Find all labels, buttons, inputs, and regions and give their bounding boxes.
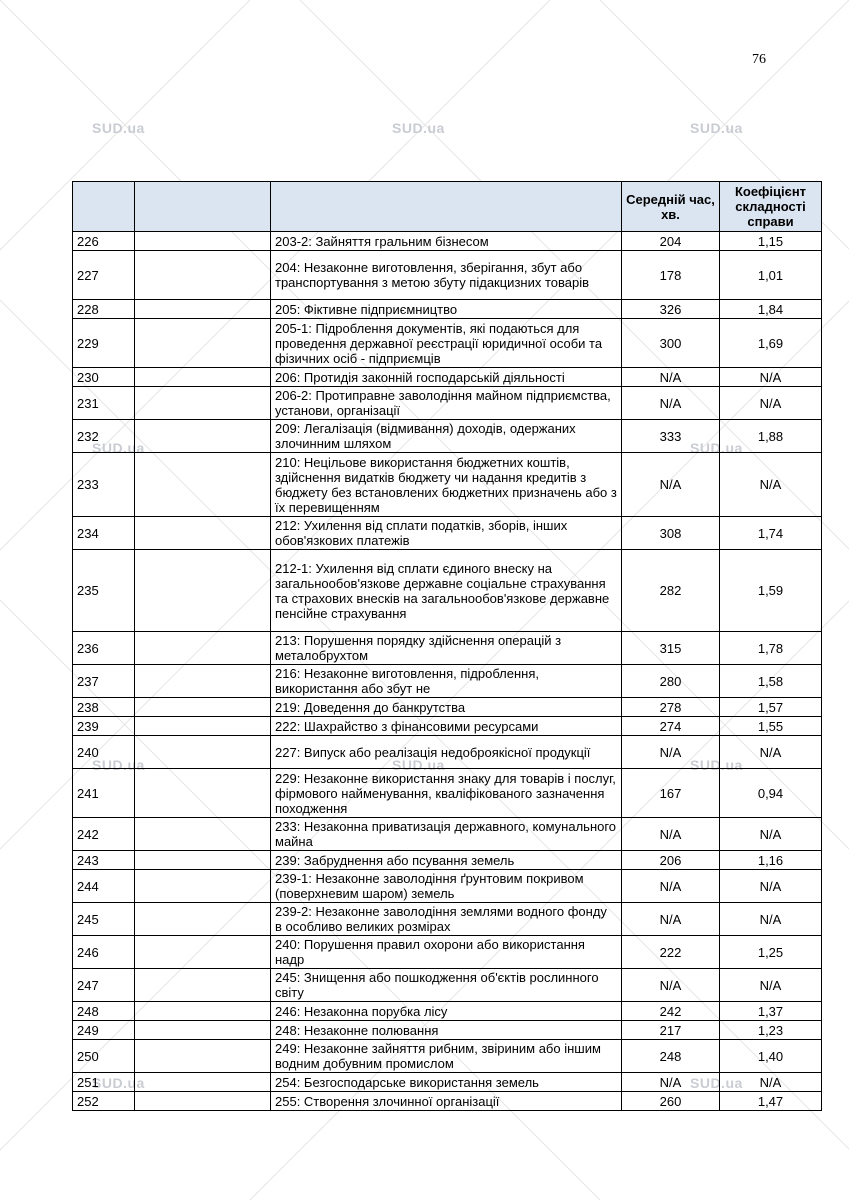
- table-row: [73, 453, 822, 517]
- row-blank-cell: [135, 736, 271, 769]
- row-number: 251: [73, 1073, 135, 1092]
- row-blank-cell: [135, 698, 271, 717]
- page-number: 76: [752, 52, 766, 67]
- row-average-time: 242: [622, 1002, 720, 1021]
- row-number: 246: [73, 936, 135, 969]
- row-blank-cell: [135, 300, 271, 319]
- row-number: 238: [73, 698, 135, 717]
- table-row: [73, 1040, 822, 1073]
- row-number: 229: [73, 319, 135, 368]
- row-description: 216: Незаконне виготовлення, підроблення, використання або збут не: [271, 665, 622, 698]
- row-number: 240: [73, 736, 135, 769]
- row-coefficient: 1,23: [720, 1021, 822, 1040]
- table-row: [73, 319, 822, 368]
- row-description: 212-1: Ухилення від сплати єдиного внеску на загальнообов'язкове державне соціальне страхування та страхових внесків на загальнообов'язкове державне пенсійне страхування: [271, 550, 622, 632]
- watermark: SUD.ua: [92, 440, 145, 456]
- table-row: [73, 420, 822, 453]
- row-coefficient: 1,58: [720, 665, 822, 698]
- row-coefficient: N/A: [720, 870, 822, 903]
- table-row: [73, 698, 822, 717]
- row-coefficient: 1,16: [720, 851, 822, 870]
- statistics-table: [72, 181, 822, 1111]
- row-average-time: 278: [622, 698, 720, 717]
- row-coefficient: N/A: [720, 818, 822, 851]
- watermark: SUD.ua: [690, 120, 743, 136]
- watermark: SUD.ua: [92, 120, 145, 136]
- row-average-time: N/A: [622, 818, 720, 851]
- row-number: 236: [73, 632, 135, 665]
- row-blank-cell: [135, 517, 271, 550]
- table-row: [73, 232, 822, 251]
- watermark: SUD.ua: [690, 1075, 743, 1091]
- table-row: [73, 1073, 822, 1092]
- row-average-time: N/A: [622, 903, 720, 936]
- row-blank-cell: [135, 1021, 271, 1040]
- table-row: [73, 769, 822, 818]
- row-blank-cell: [135, 665, 271, 698]
- row-number: 247: [73, 969, 135, 1002]
- row-blank-cell: [135, 717, 271, 736]
- row-coefficient: N/A: [720, 969, 822, 1002]
- row-average-time: N/A: [622, 368, 720, 387]
- row-blank-cell: [135, 368, 271, 387]
- table-row: [73, 1021, 822, 1040]
- row-average-time: 282: [622, 550, 720, 632]
- row-description: 233: Незаконна приватизація державного, комунального майна: [271, 818, 622, 851]
- row-blank-cell: [135, 251, 271, 300]
- row-blank-cell: [135, 1092, 271, 1111]
- row-description: 245: Знищення або пошкодження об'єктів рослинного світу: [271, 969, 622, 1002]
- table-row: [73, 936, 822, 969]
- row-blank-cell: [135, 550, 271, 632]
- row-average-time: N/A: [622, 1073, 720, 1092]
- row-description: 219: Доведення до банкрутства: [271, 698, 622, 717]
- header-blank: [135, 182, 271, 232]
- row-number: 233: [73, 453, 135, 517]
- watermark: SUD.ua: [392, 120, 445, 136]
- row-blank-cell: [135, 870, 271, 903]
- table-row: [73, 870, 822, 903]
- row-coefficient: 1,69: [720, 319, 822, 368]
- row-number: 249: [73, 1021, 135, 1040]
- row-number: 232: [73, 420, 135, 453]
- row-description: 210: Нецільове використання бюджетних коштів, здійснення видатків бюджету чи надання кредитів з бюджету без встановлених бюджетних призначень або з їх перевищенням: [271, 453, 622, 517]
- watermark: SUD.ua: [392, 757, 445, 773]
- row-description: 249: Незаконне зайняття рибним, звіриним або іншим водним добувним промислом: [271, 1040, 622, 1073]
- row-number: 242: [73, 818, 135, 851]
- row-description: 239-2: Незаконне заволодіння землями водного фонду в особливо великих розмірах: [271, 903, 622, 936]
- table-row: [73, 969, 822, 1002]
- row-description: 248: Незаконне полювання: [271, 1021, 622, 1040]
- row-coefficient: N/A: [720, 387, 822, 420]
- row-description: 255: Створення злочинної організації: [271, 1092, 622, 1111]
- watermark: SUD.ua: [690, 440, 743, 456]
- row-coefficient: N/A: [720, 453, 822, 517]
- row-coefficient: 1,55: [720, 717, 822, 736]
- table-row: [73, 736, 822, 769]
- table-body: [73, 232, 822, 1111]
- row-average-time: N/A: [622, 453, 720, 517]
- row-average-time: 308: [622, 517, 720, 550]
- table-row: [73, 632, 822, 665]
- row-description: 203-2: Зайняття гральним бізнесом: [271, 232, 622, 251]
- watermark: SUD.ua: [92, 1075, 145, 1091]
- row-average-time: N/A: [622, 969, 720, 1002]
- row-average-time: 222: [622, 936, 720, 969]
- table-row: [73, 550, 822, 632]
- row-number: 227: [73, 251, 135, 300]
- table-header-row: [73, 182, 822, 232]
- table-row: [73, 1092, 822, 1111]
- row-blank-cell: [135, 453, 271, 517]
- row-number: 252: [73, 1092, 135, 1111]
- table-row: [73, 300, 822, 319]
- watermark: SUD.ua: [92, 757, 145, 773]
- row-coefficient: N/A: [720, 368, 822, 387]
- row-coefficient: 1,88: [720, 420, 822, 453]
- row-description: 229: Незаконне використання знаку для товарів і послуг, фірмового найменування, кваліфікованого зазначення походження: [271, 769, 622, 818]
- header-description: [271, 182, 622, 232]
- row-description: 205: Фіктивне підприємництво: [271, 300, 622, 319]
- row-coefficient: 1,37: [720, 1002, 822, 1021]
- row-number: 239: [73, 717, 135, 736]
- row-average-time: 260: [622, 1092, 720, 1111]
- row-description: 239: Забруднення або псування земель: [271, 851, 622, 870]
- row-number: 235: [73, 550, 135, 632]
- row-coefficient: N/A: [720, 736, 822, 769]
- row-average-time: 333: [622, 420, 720, 453]
- row-description: 206-2: Протиправне заволодіння майном підприємства, установи, організації: [271, 387, 622, 420]
- row-description: 239-1: Незаконне заволодіння ґрунтовим покривом (поверхневим шаром) земель: [271, 870, 622, 903]
- row-number: 231: [73, 387, 135, 420]
- row-blank-cell: [135, 632, 271, 665]
- row-blank-cell: [135, 903, 271, 936]
- row-average-time: 204: [622, 232, 720, 251]
- row-coefficient: 1,15: [720, 232, 822, 251]
- row-number: 244: [73, 870, 135, 903]
- row-number: 245: [73, 903, 135, 936]
- row-blank-cell: [135, 969, 271, 1002]
- row-description: 209: Легалізація (відмивання) доходів, одержаних злочинним шляхом: [271, 420, 622, 453]
- row-number: 228: [73, 300, 135, 319]
- header-average-time: Середній час, хв.: [622, 182, 720, 232]
- row-description: 204: Незаконне виготовлення, зберігання, збут або транспортування з метою збуту підакцизних товарів: [271, 251, 622, 300]
- row-blank-cell: [135, 319, 271, 368]
- header-number: [73, 182, 135, 232]
- row-coefficient: 0,94: [720, 769, 822, 818]
- row-number: 250: [73, 1040, 135, 1073]
- row-number: 230: [73, 368, 135, 387]
- table-row: [73, 517, 822, 550]
- header-complexity-coefficient: Коефіцієнт складності справи: [720, 182, 822, 232]
- row-blank-cell: [135, 818, 271, 851]
- row-number: 237: [73, 665, 135, 698]
- row-average-time: N/A: [622, 736, 720, 769]
- row-description: 246: Незаконна порубка лісу: [271, 1002, 622, 1021]
- row-coefficient: 1,84: [720, 300, 822, 319]
- row-blank-cell: [135, 232, 271, 251]
- row-description: 213: Порушення порядку здійснення операцій з металобрухтом: [271, 632, 622, 665]
- row-description: 254: Безгосподарське використання земель: [271, 1073, 622, 1092]
- row-coefficient: 1,74: [720, 517, 822, 550]
- row-coefficient: 1,57: [720, 698, 822, 717]
- row-coefficient: N/A: [720, 903, 822, 936]
- row-blank-cell: [135, 769, 271, 818]
- row-average-time: 248: [622, 1040, 720, 1073]
- row-average-time: 167: [622, 769, 720, 818]
- row-description: 212: Ухилення від сплати податків, зборів, інших обов'язкових платежів: [271, 517, 622, 550]
- row-description: 206: Протидія законній господарській діяльності: [271, 368, 622, 387]
- row-average-time: N/A: [622, 870, 720, 903]
- row-number: 241: [73, 769, 135, 818]
- table-row: [73, 818, 822, 851]
- row-blank-cell: [135, 851, 271, 870]
- row-description: 205-1: Підроблення документів, які подаються для проведення державної реєстрації юридичної особи та фізичних осіб - підприємців: [271, 319, 622, 368]
- row-description: 240: Порушення правил охорони або використання надр: [271, 936, 622, 969]
- row-average-time: 326: [622, 300, 720, 319]
- row-average-time: 315: [622, 632, 720, 665]
- table-row: [73, 1002, 822, 1021]
- row-blank-cell: [135, 1040, 271, 1073]
- row-coefficient: 1,59: [720, 550, 822, 632]
- row-number: 248: [73, 1002, 135, 1021]
- row-number: 226: [73, 232, 135, 251]
- table-row: [73, 251, 822, 300]
- row-number: 243: [73, 851, 135, 870]
- watermark: SUD.ua: [690, 757, 743, 773]
- row-coefficient: N/A: [720, 1073, 822, 1092]
- row-coefficient: 1,78: [720, 632, 822, 665]
- table-row: [73, 717, 822, 736]
- row-average-time: 280: [622, 665, 720, 698]
- table-row: [73, 368, 822, 387]
- row-blank-cell: [135, 387, 271, 420]
- row-average-time: 178: [622, 251, 720, 300]
- row-coefficient: 1,47: [720, 1092, 822, 1111]
- row-blank-cell: [135, 936, 271, 969]
- table-row: [73, 851, 822, 870]
- row-average-time: N/A: [622, 387, 720, 420]
- row-average-time: 300: [622, 319, 720, 368]
- row-blank-cell: [135, 420, 271, 453]
- table-row: [73, 387, 822, 420]
- row-description: 222: Шахрайство з фінансовими ресурсами: [271, 717, 622, 736]
- row-blank-cell: [135, 1002, 271, 1021]
- table-row: [73, 903, 822, 936]
- row-number: 234: [73, 517, 135, 550]
- row-blank-cell: [135, 1073, 271, 1092]
- row-coefficient: 1,01: [720, 251, 822, 300]
- row-coefficient: 1,40: [720, 1040, 822, 1073]
- row-average-time: 206: [622, 851, 720, 870]
- row-description: 227: Випуск або реалізація недоброякісної продукції: [271, 736, 622, 769]
- row-average-time: 274: [622, 717, 720, 736]
- row-average-time: 217: [622, 1021, 720, 1040]
- table-row: [73, 665, 822, 698]
- row-coefficient: 1,25: [720, 936, 822, 969]
